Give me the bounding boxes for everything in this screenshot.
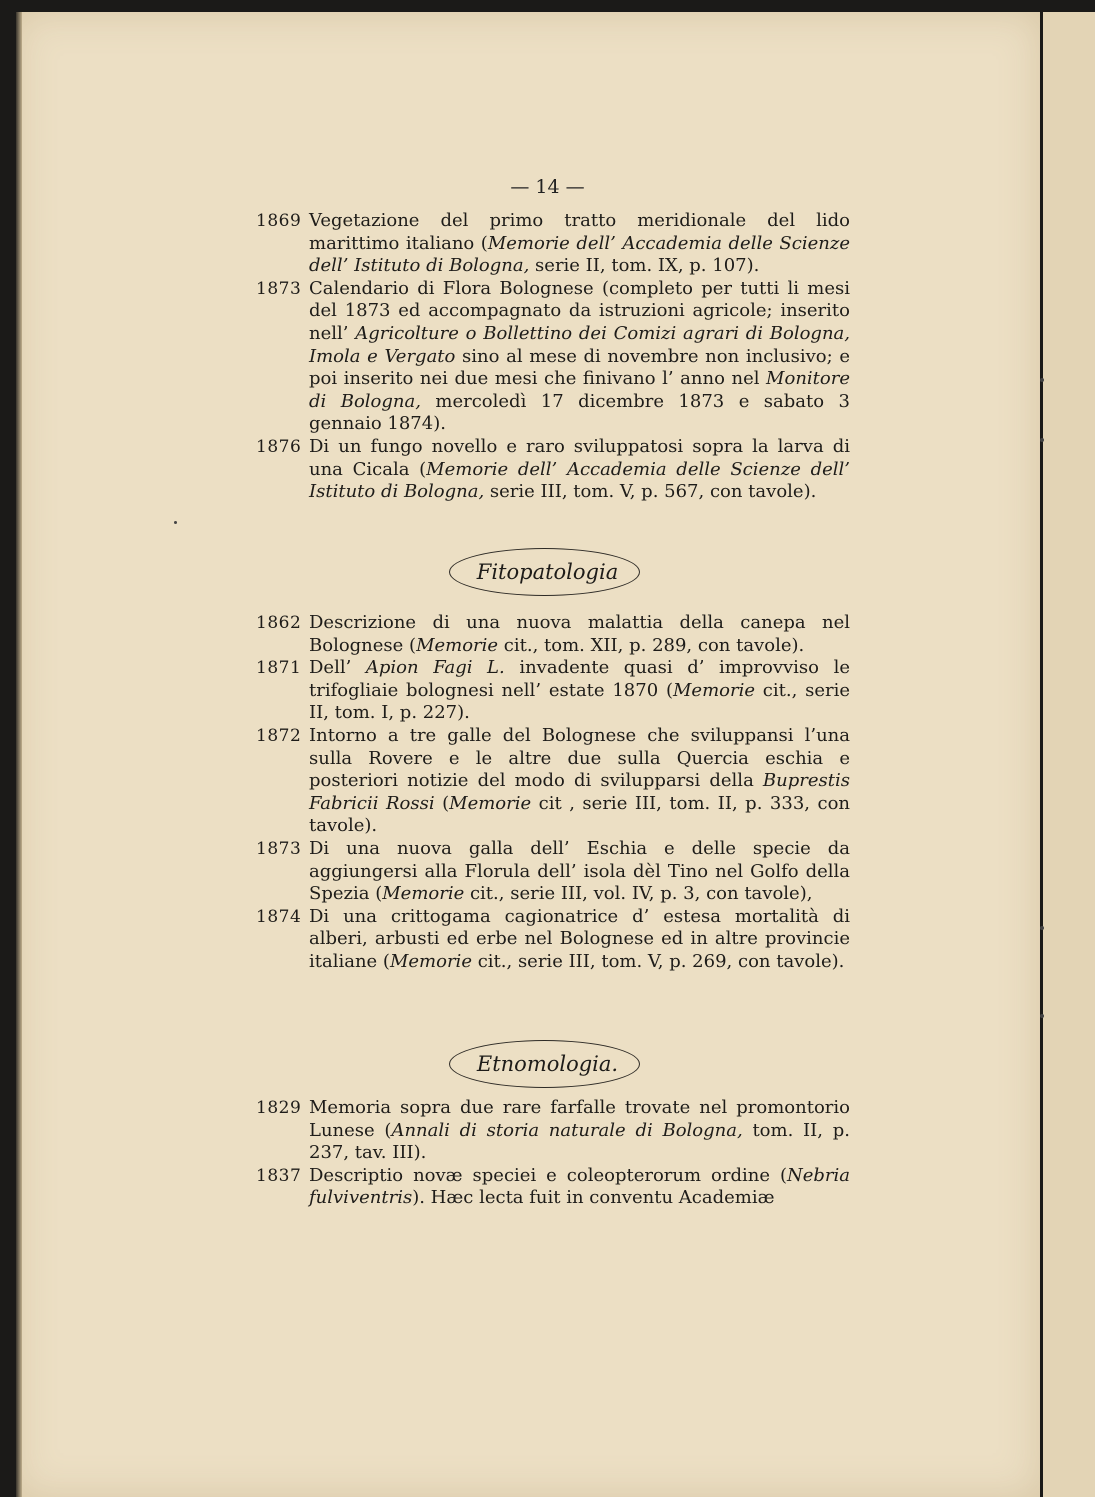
specks [174, 521, 177, 524]
entry-year: 1872 [256, 725, 302, 746]
phytopathology-section [256, 612, 850, 974]
entomology-section [256, 1097, 850, 1210]
specks [1040, 926, 1044, 930]
entry-year: 1873 [256, 838, 302, 859]
bibliography-entry [256, 1165, 850, 1210]
botany-section [256, 210, 850, 504]
bibliography-entry [256, 657, 850, 725]
bibliography-entry [256, 838, 850, 906]
specks [1040, 1014, 1044, 1018]
page-number: — 14 — [510, 176, 585, 198]
entry-year: 1862 [256, 613, 302, 633]
section-heading-fitopatologia: Fitopatologia [0, 556, 1095, 588]
entry-year: 1873 [256, 278, 302, 299]
entry-year: 1876 [256, 436, 302, 457]
entry-text: Descrizione di una nuova malattia della canepa nel Bolognese (Memorie cit., tom. XII, p. 289, con tavole). [309, 612, 850, 656]
bibliography-entry [256, 906, 850, 974]
bibliography-entry [256, 1097, 850, 1165]
entry-text: Vegetazione del primo tratto meridionale del lido marittimo italiano (Memorie dell’ Accademia delle Scienze dell’ Istituto di Bologna, serie II, tom. IX, p. 107). [309, 210, 850, 277]
entry-year: 1871 [256, 658, 302, 679]
adjacent-page-edge [1043, 12, 1095, 1497]
entry-year: 1869 [256, 211, 302, 231]
entry-text: Calendario di Flora Bolognese (completo per tutti li mesi del 1873 ed accompagnato da istruzioni agricole; inserito nell’ Agricolture o Bollettino dei Comizi agrari di Bologna, Imola e Vergato sino al mese di novembre non inclusivo; e poi inserito nei due mesi che finivano l’ anno nel Monitore di Bologna, mercoledì 17 dicembre 1873 e sabato 3 gennaio 1874). [309, 277, 850, 435]
entry-text: Memoria sopra due rare farfalle trovate nel promontorio Lunese (Annali di storia naturale di Bologna, tom. II, p. 237, tav. III). [309, 1097, 850, 1164]
bibliography-entry [256, 278, 850, 436]
entry-text: Di una crittogama cagionatrice d’ estesa mortalità di alberi, arbusti ed erbe nel Bolognese ed in altre provincie italiane (Memorie cit., serie III, tom. V, p. 269, con tavole). [309, 905, 850, 972]
entry-year: 1829 [256, 1098, 302, 1118]
bibliography-entry [256, 612, 850, 657]
entry-text: Di una nuova galla dell’ Eschia e delle specie da aggiungersi alla Florula dell’ isola dèl Tino nel Golfo della Spezia (Memorie cit., serie III, vol. IV, p. 3, con tavole), [309, 837, 850, 905]
specks [1040, 378, 1044, 382]
bibliography-entry [256, 725, 850, 838]
section-heading-etnomologia: Etnomologia. [0, 1048, 1095, 1080]
entry-text: Dell’ Apion Fagi L. invadente quasi d’ improvviso le trifogliaie bolognesi nell’ estate 1870 (Memorie cit., serie II, tom. I, p. 227). [309, 657, 850, 724]
bibliography-entry [256, 436, 850, 504]
entry-text: Intorno a tre galle del Bolognese che sviluppansi l’una sulla Rovere e le altre due sulla Quercia eschia e posteriori notizie del modo di svilupparsi della Buprestis Fabricii Rossi (Memorie cit , serie III, tom. II, p. 333, con tavole). [309, 724, 851, 837]
bibliography-entry [256, 210, 850, 278]
entry-text: Di un fungo novello e raro sviluppatosi sopra la larva di una Cicala (Memorie dell’ Accademia delle Scienze dell’ Istituto di Bologna, serie III, tom. V, p. 567, con tavole). [309, 435, 850, 503]
entry-year: 1837 [256, 1165, 302, 1186]
entry-year: 1874 [256, 906, 302, 927]
entry-text: Descriptio novæ speciei e coleopterorum ordine (Nebria fulviventris). Hæc lecta fuit in conventu Academiæ [309, 1164, 850, 1209]
specks [1040, 438, 1044, 442]
